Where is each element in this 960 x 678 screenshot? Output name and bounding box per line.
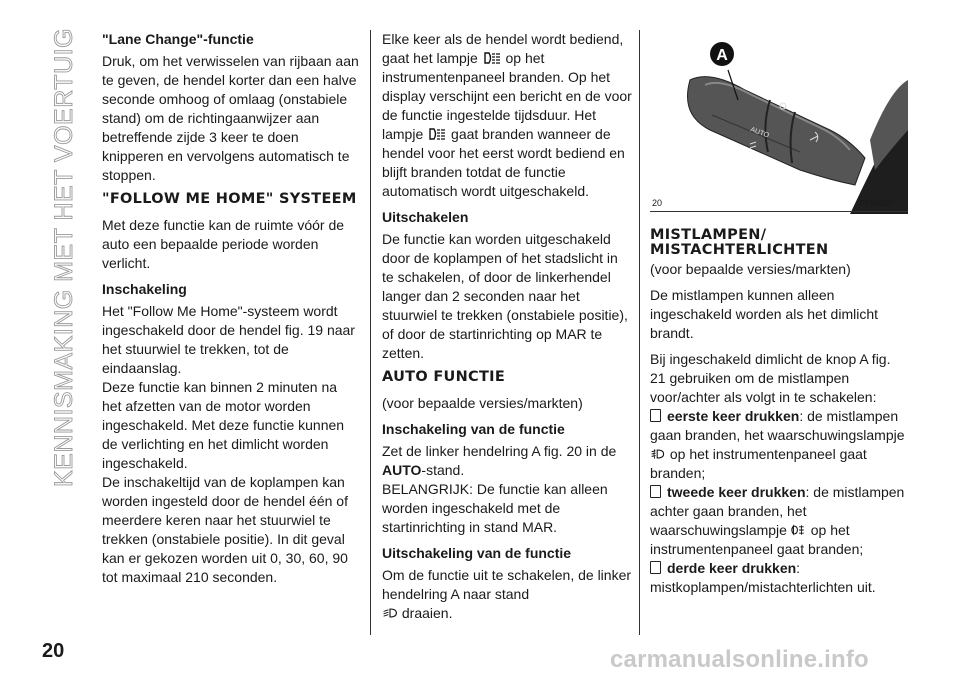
paragraph-auto-stand: [382, 442, 632, 480]
heading-uitschakeling-functie: Uitschakeling van de functie: [382, 545, 572, 561]
headlamp-off-icon: [382, 606, 398, 620]
heading-follow-me-home: "FOLLOW ME HOME" SYSTEEM: [102, 191, 357, 207]
heading-inschakeling: Inschakeling: [102, 281, 187, 297]
text-first-press-b: op het instrumentenpaneel gaat branden;: [650, 446, 867, 481]
paragraph-inschakeling-b: Deze functie kan binnen 2 minuten na het afzetten van de motor worden ingeschakeld. Met deze functie kunnen de verlichting en het dimlicht worden ingeschakeld.: [102, 379, 345, 471]
figure-number: 20: [652, 198, 663, 208]
footer-watermark: carmanualsonline.info: [610, 646, 869, 673]
follow-me-home-lamp-icon-2: [427, 127, 447, 141]
lever-auto-label: AUTO: [749, 126, 770, 140]
paragraph-uitschakelen: De functie kan worden uitgeschakeld door de koplampen of het stadslicht in te schakelen, of door de linkerhendel langer dan 2 seconden naar het stuurwiel te trekken (onstabiele positie), of door de startinrichting op MAR te zetten.: [382, 231, 628, 361]
column-middle: [382, 30, 632, 623]
paragraph-mist-dimlicht: De mistlampen kunnen alleen ingeschakeld worden als het dimlicht brandt.: [650, 287, 879, 341]
heading-mistlampen: MISTLAMPEN/ MISTACHTERLICHTEN: [650, 227, 829, 258]
text-auto-bold: AUTO: [382, 462, 422, 478]
page-number: 20: [42, 640, 65, 662]
column-divider-1: [370, 30, 371, 635]
paragraph-uitschakeling: [382, 566, 632, 623]
follow-me-home-lamp-icon: [482, 51, 502, 65]
column-divider-2: [639, 30, 640, 635]
rear-fog-lamp-icon: [791, 523, 807, 537]
paragraph-lane-change: Druk, om het verwisselen van rijbaan aan te geven, de hendel korter dan een halve seconde omhoog of omlaag (onstabiele stand) om de richtingaanwijzer aan betreffende zijde 3 keer te doen knipperen en vervolgens automatisch te stoppen.: [102, 53, 359, 183]
heading-auto-functie: AUTO FUNCTIE: [382, 369, 506, 385]
paragraph-follow-me-home: Met deze functie kan de ruimte vóór de auto een bepaalde periode worden verlicht.: [102, 217, 345, 271]
heading-lane-change: "Lane Change"-functie: [102, 31, 254, 47]
figure-code: F0S0610: [860, 199, 893, 208]
section-side-title: [48, 22, 78, 492]
text-second-press-b: op het instrumentenpaneel gaat branden;: [650, 522, 864, 557]
paragraph-mist-versions: (voor bepaalde versies/markten): [650, 261, 851, 277]
column-left: [102, 30, 360, 587]
list-item-second-press: [650, 483, 908, 559]
text-second-press-bold: tweede keer drukken: [667, 484, 806, 500]
bullet-icon: [650, 409, 661, 422]
text-lampje-a: Elke keer als de hendel wordt bediend, gaat het lampje: [382, 31, 624, 66]
text-auto-c: -stand.: [421, 462, 465, 478]
text-third-press-a: :: [796, 560, 801, 576]
paragraph-inschakeling-a: Het "Follow Me Home"-systeem wordt ingeschakeld door de hendel fig. 19 naar het stuurwiel te trekken, tot de eindaanslag.: [102, 303, 355, 376]
text-second-press-a: : de mistlampen achter gaan branden, het waarschuwingslampje: [650, 484, 905, 538]
text-uitschakeling-b: draaien.: [401, 605, 453, 621]
paragraph-lampje: [382, 30, 632, 201]
figure-caption-line: [650, 211, 908, 212]
text-first-press-a: : de mistlampen gaan branden, het waarschuwingslampje: [650, 408, 905, 443]
text-uitschakeling-a: Om de functie uit te schakelen, de linker hendelring A naar stand: [382, 567, 632, 602]
text-third-press-bold: derde keer drukken: [667, 560, 797, 576]
text-first-press-bold: eerste keer drukken: [667, 408, 800, 424]
list-item-third-press: [650, 559, 908, 597]
heading-inschakeling-functie: Inschakeling van de functie: [382, 421, 565, 437]
lever-illustration: [650, 30, 908, 214]
side-title-text: KENNISMAKING MET HET VOERTUIG: [50, 27, 78, 487]
paragraph-belangrijk: BELANGRIJK: De functie kan alleen worden ingeschakeld met de startinrichting in stand MAR.: [382, 481, 608, 535]
bullet-icon-3: [650, 561, 661, 574]
list-item-first-press: [650, 407, 908, 483]
paragraph-auto-versions: (voor bepaalde versies/markten): [382, 395, 583, 411]
figure-lever: [650, 30, 908, 214]
text-lampje-c: gaat branden wanneer de hendel voor het eerst wordt bediend en blijft branden totdat de functie automatisch wordt uitgeschakeld.: [382, 126, 625, 199]
side-title-svg: [48, 22, 78, 492]
column-right: [650, 226, 908, 597]
heading-uitschakelen: Uitschakelen: [382, 209, 469, 225]
paragraph-mist-knop: Bij ingeschakeld dimlicht de knop A fig. 21 gebruiken om de mistlampen voor/achter als volgt in te schakelen:: [650, 351, 891, 405]
text-third-press-b: mistkoplampen/mistachterlichten uit.: [650, 579, 876, 595]
text-lampje-b: op het instrumentenpaneel branden. Op het display verschijnt een bericht en de voor de functie ingestelde tijdsduur. Het lampje: [382, 50, 632, 142]
bullet-icon-2: [650, 485, 661, 498]
paragraph-inschakeling-c: De inschakeltijd van de koplampen kan worden ingesteld door de hendel één of meerdere keren naar het stuurwiel te trekken (onstabiele positie). In dit geval kan er gekozen worden uit 0, 30, 60, 90 tot maximaal 210 seconden.: [102, 474, 348, 585]
callout-a: A: [716, 47, 728, 64]
front-fog-lamp-icon: [650, 447, 666, 461]
text-auto-a: Zet de linker hendelring A fig. 20 in de: [382, 443, 617, 459]
